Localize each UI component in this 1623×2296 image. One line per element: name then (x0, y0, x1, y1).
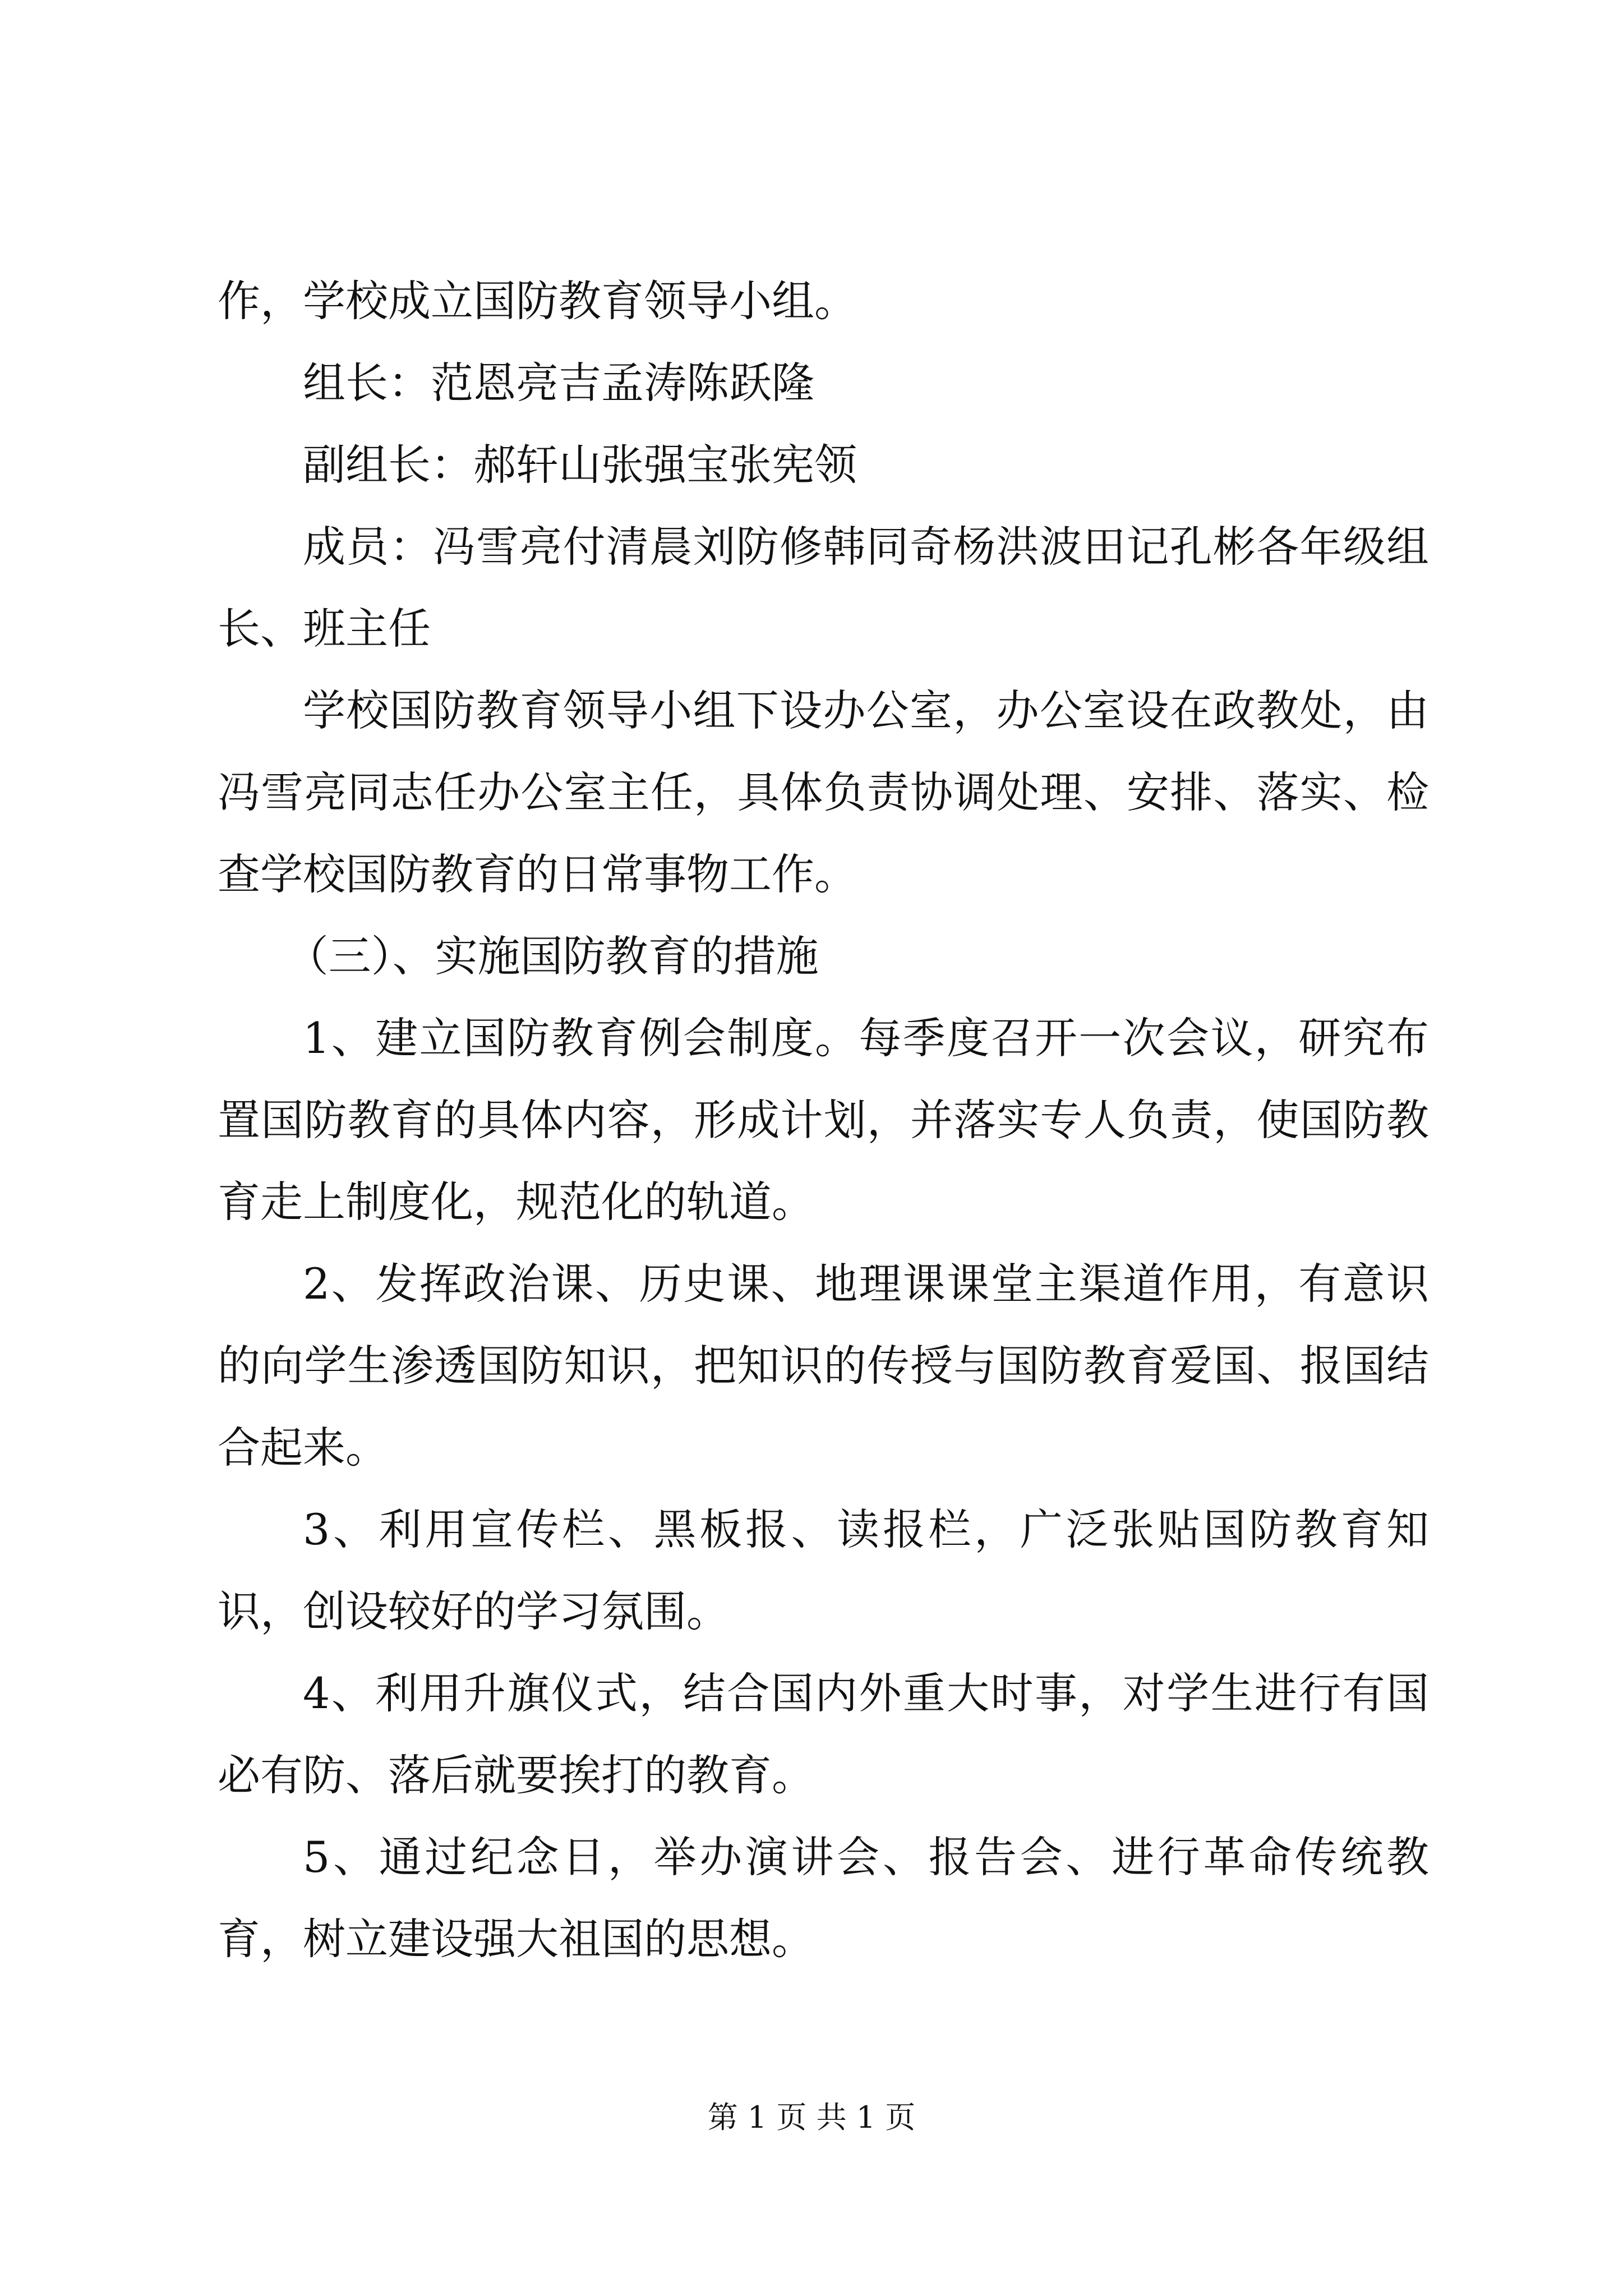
paragraph-measure-3: 3、利用宣传栏、黑板报、读报栏，广泛张贴国防教育知识，创设较好的学习氛围。 (218, 1504, 1429, 1636)
paragraph-group-leader: 组长：范恩亮吉孟涛陈跃隆 (303, 358, 814, 408)
page-number-footer: 第 1 页 共 1 页 (707, 2100, 916, 2135)
paragraph-measure-5: 5、通过纪念日，举办演讲会、报告会、进行革命传统教育，树立建设强大祖国的思想。 (218, 1832, 1429, 1964)
paragraph-members: 成员：冯雪亮付清晨刘防修韩同奇杨洪波田记孔彬各年级组长、班主任 (218, 522, 1429, 654)
section-heading-measures: （三）、实施国防教育的措施 (285, 931, 819, 981)
paragraph-measure-2: 2、发挥政治课、历史课、地理课课堂主渠道作用，有意识的向学生渗透国防知识，把知识的传授与国防教育爱国、报国结合起来。 (218, 1259, 1429, 1473)
paragraph-measure-1: 1、建立国防教育例会制度。每季度召开一次会议，研究布置国防教育的具体内容，形成计划，并落实专人负责，使国防教育走上制度化，规范化的轨道。 (218, 1013, 1429, 1227)
paragraph-measure-4: 4、利用升旗仪式，结合国内外重大时事，对学生进行有国必有防、落后就要挨打的教育。 (218, 1668, 1429, 1800)
paragraph-continuation: 作，学校成立国防教育领导小组。 (218, 276, 857, 326)
paragraph-deputy-leader: 副组长：郝轩山张强宝张宪领 (303, 440, 857, 490)
paragraph-office: 学校国防教育领导小组下设办公室，办公室设在政教处，由冯雪亮同志任办公室主任，具体负责协调处理、安排、落实、检查学校国防教育的日常事物工作。 (218, 685, 1429, 899)
document-body (218, 260, 1429, 1980)
